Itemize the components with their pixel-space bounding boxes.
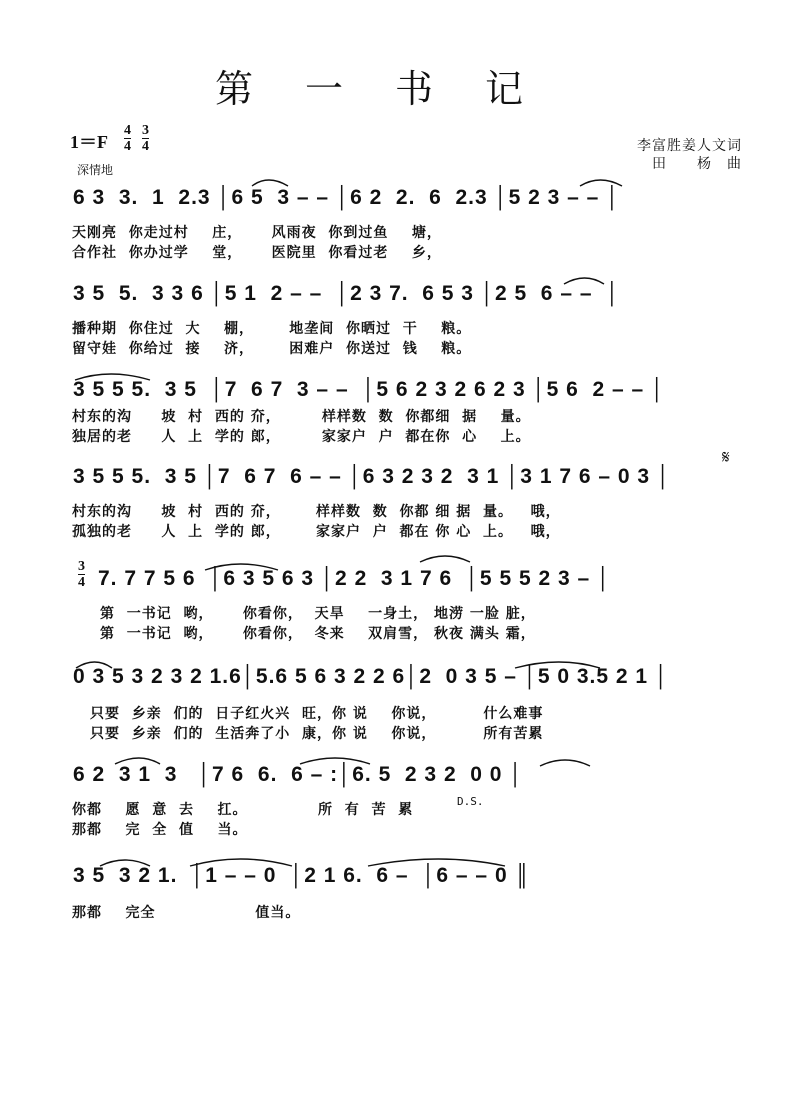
slur bbox=[580, 180, 622, 186]
song-title: 第一书记 bbox=[214, 67, 575, 111]
lyric-verse-2: 留守娃 你给过 接 济， 困难户 你送过 钱 粮。 bbox=[72, 341, 472, 357]
lyric-verse-1: 第 一书记 哟， 你看你， 天旱 一身土， 地涝 一脸 脏， bbox=[100, 606, 536, 622]
lyric-verse-1: 天刚亮 你走过村 庄， 风雨夜 你到过鱼 塘， bbox=[72, 225, 442, 241]
key-signature: 1＝F bbox=[70, 132, 108, 152]
notes-line: 6 2 3 1 3 │7 6 6. 6 – :│6. 5 2 3 2 0 0 │ bbox=[73, 763, 524, 786]
notes-line: 3 5 5. 3 3 6 │5 1 2 – – │2 3 7. 6 5 3 │2 5 6 – – │ bbox=[73, 282, 621, 305]
notes-line: 3 5 5 5. 3 5 │7 6 7 3 – – │5 6 2 3 2 6 2 3 │5 6 2 – – │ bbox=[73, 378, 666, 401]
slur bbox=[564, 278, 604, 284]
lyric-verse-2: 合作社 你办过学 堂， 医院里 你看过老 乡， bbox=[72, 245, 442, 261]
lyric-verse-2: 只要 乡亲 们的 生活奔了小 康，你 说 你说， 所有苦累 bbox=[90, 726, 544, 742]
meter-change-bottom: 4 bbox=[78, 575, 85, 590]
lyric-verse-1: 那都 完全 值当。 bbox=[72, 905, 301, 921]
dal-segno-mark: D.S. bbox=[457, 795, 484, 808]
notes-line: 6 3 3. 1 2.3 │6 5 3 – – │6 2 2. 6 2.3 │5 2 3 – – │ bbox=[73, 186, 621, 209]
slur bbox=[515, 662, 600, 668]
meter-1-bottom: 4 bbox=[124, 139, 131, 154]
credit-lyricist: 李富胜姜人文词 bbox=[637, 138, 742, 154]
lyric-verse-2: 第 一书记 哟， 你看你， 冬来 双肩雪， 秋夜 满头 霜， bbox=[100, 626, 536, 642]
lyric-verse-1: 播种期 你住过 大 棚， 地垄间 你晒过 干 粮。 bbox=[72, 321, 472, 337]
notes-line: 7. 7 7 5 6 │6 3 5 6 3 │2 2 3 1 7 6 │5 5 5 2 3 – │ bbox=[98, 567, 612, 590]
slur bbox=[75, 374, 150, 380]
slur bbox=[205, 564, 278, 570]
slur bbox=[368, 859, 505, 866]
meter-change-top: 3 bbox=[78, 559, 85, 574]
notes-line: 0 3 5 3 2 3 2 1.6│5.6 5 6 3 2 2 6│2 0 3 5 – │5 0 3.5 2 1 │ bbox=[73, 665, 670, 688]
lyric-verse-1: 你都 愿 意 去 扛。 所 有 苦 累 bbox=[72, 802, 414, 818]
slur bbox=[300, 758, 370, 764]
notes-line: 3 5 5 5. 3 5 │7 6 7 6 – – │6 3 2 3 2 3 1 │3 1 7 6 – 0 3 │ bbox=[73, 465, 672, 488]
slur bbox=[420, 556, 470, 562]
lyric-verse-2: 孤独的老 人 上 学的 郎， 家家户 户 都在 你 心 上。 哦， bbox=[72, 524, 561, 540]
notes-line: 3 5 3 2 1. │1 – – 0 │2 1 6. 6 – │6 – – 0 ║ bbox=[73, 864, 531, 887]
expression-mark: 深情地 bbox=[77, 163, 114, 177]
lyric-verse-1: 只要 乡亲 们的 日子红火兴 旺，你 说 你说， 什么难事 bbox=[90, 706, 544, 722]
lyric-verse-2: 独居的老 人 上 学的 郎， 家家户 户 都在你 心 上。 bbox=[72, 429, 531, 445]
lyric-verse-1: 村东的沟 坡 村 西的 夼， 样样数 数 你都 细 据 量。 哦， bbox=[72, 504, 561, 520]
meter-2-top: 3 bbox=[142, 123, 149, 138]
slur bbox=[76, 662, 112, 668]
meter-2-bottom: 4 bbox=[142, 139, 149, 154]
slur bbox=[540, 760, 590, 766]
segno-icon: 𝄋 bbox=[722, 447, 730, 468]
slur bbox=[190, 859, 292, 866]
lyric-verse-1: 村东的沟 坡 村 西的 夼， 样样数 数 你都细 据 量。 bbox=[72, 409, 531, 425]
slur bbox=[252, 180, 288, 186]
credit-composer: 田 杨 曲 bbox=[652, 156, 742, 172]
slur bbox=[100, 860, 150, 866]
lyric-verse-2: 那都 完 全 值 当。 bbox=[72, 822, 248, 838]
meter-1-top: 4 bbox=[124, 123, 131, 138]
slur bbox=[115, 758, 160, 764]
